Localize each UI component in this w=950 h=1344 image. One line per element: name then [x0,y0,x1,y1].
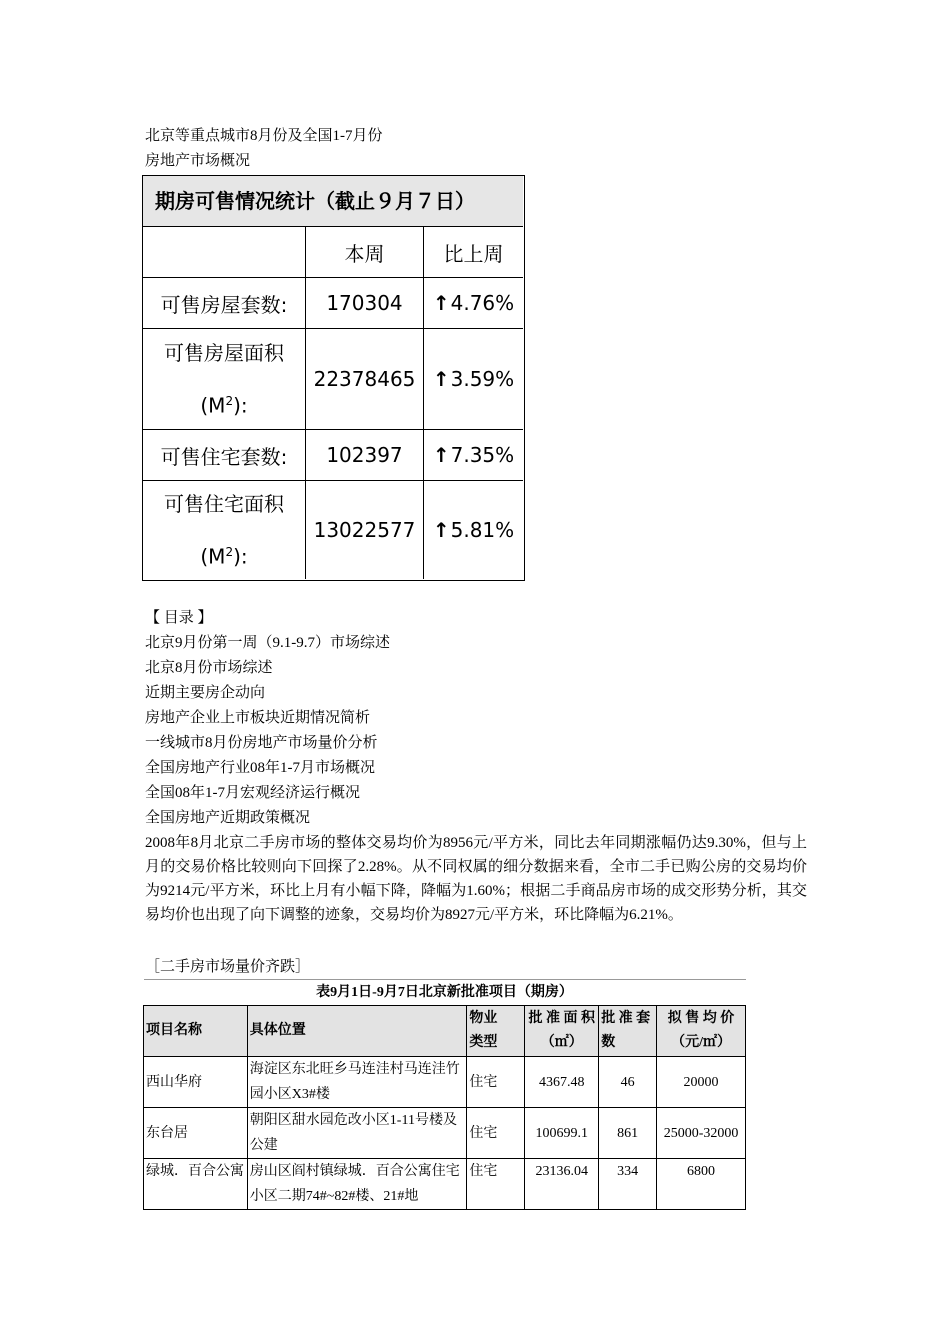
header-units: 批 准 套 数 [599,1006,657,1057]
stats-header-blank [143,227,305,277]
up-arrow-icon: ↑ [432,367,450,391]
up-arrow-icon: ↑ [432,291,450,315]
col-this-week: 本周 [305,227,423,277]
table-row [144,1108,746,1159]
cell-location: 房山区阎村镇绿城．百合公寓住宅小区二期74#~82#楼、21#地 [247,1159,467,1210]
stats-row [143,278,523,329]
cell-type: 住宅 [467,1159,525,1210]
section-note: ［二手房市场量价齐跌］ [145,959,311,975]
toc-item: 全国房地产行业08年1-7月市场概况 [145,760,375,776]
market-summary-paragraph: 2008年8月北京二手房市场的整体交易均价为8956元/平方米，同比去年同期涨幅仍达9.30%，但与上月的交易价格比较则向下回探了2.28%。从不同权属的细分数据来看，全市二手已购公房的交易均价为9214元/平方米，环比上月有小幅下降，降幅为1.60%；根据二手商品房市场的成交形势分析，其交易均价也出现了向下调整的迹象，交易均价为8927元/平方米，环比降幅为6.21%。 [145,835,807,923]
new-projects-table [143,979,746,1210]
cell-units: 46 [599,1057,657,1108]
cell-location: 海淀区东北旺乡马连洼村马连洼竹园小区X3#楼 [247,1057,467,1108]
col-vs-last-week: 比上周 [423,227,523,277]
row-change: ↑ 3.59% [423,329,523,429]
cell-type: 住宅 [467,1108,525,1159]
up-arrow-icon: ↑ [432,443,450,467]
header-location: 具体位置 [247,1006,467,1057]
header-area: 批 准 面 积 （㎡） [525,1006,599,1057]
row-change: ↑ 7.35% [423,430,523,480]
table-header-row [144,1006,746,1057]
up-arrow-icon: ↑ [432,518,450,542]
stats-header-row [143,227,523,278]
row-value: 13022577 [305,481,423,579]
header-price: 拟 售 均 价 （元/㎡） [657,1006,746,1057]
stats-row [143,329,523,430]
row-label: 可售房屋套数: [160,292,288,317]
cell-name: 西山华府 [144,1057,248,1108]
cell-area: 4367.48 [525,1057,599,1108]
cell-name: 绿城．百合公寓 [144,1159,248,1210]
row-value: 170304 [305,278,423,328]
stats-table-title: 期房可售情况统计（截止９月７日） [143,176,523,227]
row-label: 可售住宅套数: [160,444,288,469]
row-change: ↑ 4.76% [423,278,523,328]
cell-price: 20000 [657,1057,746,1108]
cell-price: 25000-32000 [657,1108,746,1159]
table-caption: 表9月1日-9月7日北京新批准项目（期房） [144,980,746,1006]
cell-area: 23136.04 [525,1159,599,1210]
cell-area: 100699.1 [525,1108,599,1159]
row-label: 可售住宅面积 $(M^2)$: [164,491,284,569]
toc-heading: 【 目录 】 [145,610,213,626]
table-row [144,1159,746,1210]
cell-price: 6800 [657,1159,746,1210]
row-label: 可售房屋面积 $(M^2)$: [164,340,284,418]
row-value: 22378465 [305,329,423,429]
header-type: 物业 类型 [467,1006,525,1057]
toc-item: 全国08年1-7月宏观经济运行概况 [145,785,360,801]
row-value: 102397 [305,430,423,480]
availability-stats-table [142,175,525,581]
cell-units: 861 [599,1108,657,1159]
cell-units: 334 [599,1159,657,1210]
stats-row [143,430,523,481]
toc-item: 北京8月份市场综述 [145,660,273,676]
toc-item: 北京9月份第一周（9.1-9.7）市场综述 [145,635,390,651]
toc-item: 全国房地产近期政策概况 [145,810,311,826]
cell-type: 住宅 [467,1057,525,1108]
row-change: ↑ 5.81% [423,481,523,579]
table-caption-row [144,980,746,1006]
cell-name: 东台居 [144,1108,248,1159]
doc-title-line1: 北京等重点城市8月份及全国1-7月份 [145,128,383,144]
doc-title-line2: 房地产市场概况 [145,153,251,169]
cell-location: 朝阳区甜水园危改小区1-11号楼及公建 [247,1108,467,1159]
header-name: 项目名称 [144,1006,248,1057]
toc-item: 近期主要房企动向 [145,685,266,701]
toc-item: 房地产企业上市板块近期情况简析 [145,710,371,726]
table-row [144,1057,746,1108]
stats-row [143,481,523,579]
toc-item: 一线城市8月份房地产市场量价分析 [145,735,378,751]
